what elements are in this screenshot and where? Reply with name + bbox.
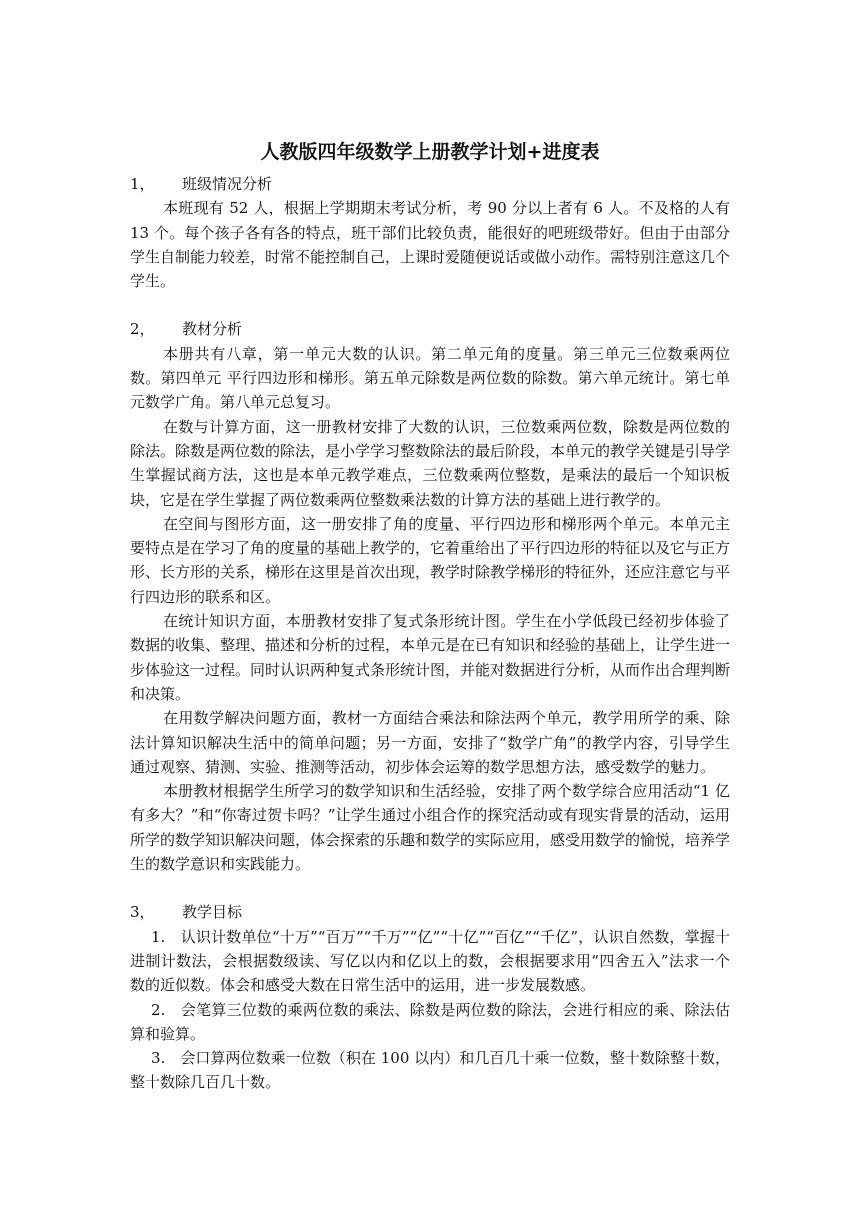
list-item: 3. 会口算两位数乘一位数（积在 100 以内）和几百几十乘一位数，整十数除整十数，整十数除几百几十数。 bbox=[130, 1049, 730, 1092]
paragraph: 本册教材根据学生所学习的数学知识和生活经验，安排了两个数学综合应用活动“1 亿有多大？”和“你寄过贺卡吗？”让学生通过小组合作的探究活动或有现实背景的活动，运用所学的数学知识解决问题，体会探索的乐趣和数学的实际应用，感受用数学的愉悦，培养学生的数学意识和实践能力。 bbox=[130, 782, 731, 874]
paragraph: 在数与计算方面，这一册教材安排了大数的认识，三位数乘两位数，除数是两位数的除法。除数是两位数的除法，是小学学习整数除法的最后阶段，本单元的教学关键是引导学生掌握试商方法，这也是本单元教学难点，三位数乘两位整数，是乘法的最后一个知识板块，它是在学生掌握了两位数乘两位整数乘法数的计算方法的基础上进行教学的。 bbox=[130, 417, 731, 509]
section-number: 3， bbox=[130, 903, 155, 922]
section-number: 1， bbox=[130, 175, 155, 193]
paragraph: 在统计知识方面，本册教材安排了复式条形统计图。学生在小学低段已经初步体验了数据的收集、整理、描述和分析的过程，本单元是在已有知识和经验的基础上，让学生进一步体验这一过程。同时认识两种复式条形统计图，并能对数据进行分析，从而作出合理判断和决策。 bbox=[130, 612, 731, 703]
list-item: 2. 会笔算三位数的乘两位数的乘法、除数是两位数的除法，会进行相应的乘、除法估算和验算。 bbox=[130, 1000, 730, 1043]
section-heading-class-analysis bbox=[130, 172, 730, 196]
paragraph: 本册共有八章，第一单元大数的认识。第二单元角的度量。第三单元三位数乘两位数。第四单元 平行四边形和梯形。第五单元除数是两位数的除数。第六单元统计。第七单元数学广角。第八单元总复习。 bbox=[130, 344, 730, 412]
document-title: 人教版四年级数学上册教学计划+进度表 bbox=[260, 141, 600, 163]
section-number: 2， bbox=[130, 320, 155, 339]
document-body bbox=[130, 172, 730, 1095]
paragraph: 本班现有 52 人，根据上学期期末考试分析，考 90 分以上者有 6 人。不及格的人有 13 个。每个孩子各有各的特点，班干部们比较负责，能很好的吧班级带好。但由于由部分学生自制能力较差，时常不能控制自己，上课时爱随便说话或做小动作。需特别注意这几个学生。 bbox=[130, 199, 731, 291]
section-heading-textbook-analysis bbox=[130, 317, 730, 341]
section-heading-text: 教材分析 bbox=[182, 320, 243, 339]
section-heading-text: 班级情况分析 bbox=[182, 175, 273, 193]
spacer bbox=[130, 293, 730, 317]
section-heading-teaching-goals bbox=[130, 900, 730, 924]
list-item: 1. 认识计数单位“十万”“百万”“千万”“亿”“十亿”“百亿”“千亿”，认识自然数，掌握十进制计数法，会根据数级读、写亿以内和亿以上的数，会根据要求用“四舍五入”法求一个数的近似数。体会和感受大数在日常生活中的运用，进一步发展数感。 bbox=[130, 927, 730, 995]
paragraph: 在用数学解决问题方面，教材一方面结合乘法和除法两个单元，教学用所学的乘、除法计算知识解决生活中的简单问题；另一方面，安排了“数学广角”的教学内容，引导学生通过观察、猜测、实验、推测等活动，初步体会运筹的数学思想方法，感受数学的魅力。 bbox=[130, 709, 730, 776]
paragraph: 在空间与图形方面，这一册安排了角的度量、平行四边形和梯形两个单元。本单元主要特点是在学习了角的度量的基础上教学的，它着重给出了平行四边形的特征以及它与正方形、长方形的关系，梯形在这里是首次出现，教学时除教学梯形的特征外，还应注意它与平行四边形的联系和区。 bbox=[130, 514, 731, 606]
spacer bbox=[130, 876, 730, 900]
section-heading-text: 教学目标 bbox=[182, 903, 243, 922]
